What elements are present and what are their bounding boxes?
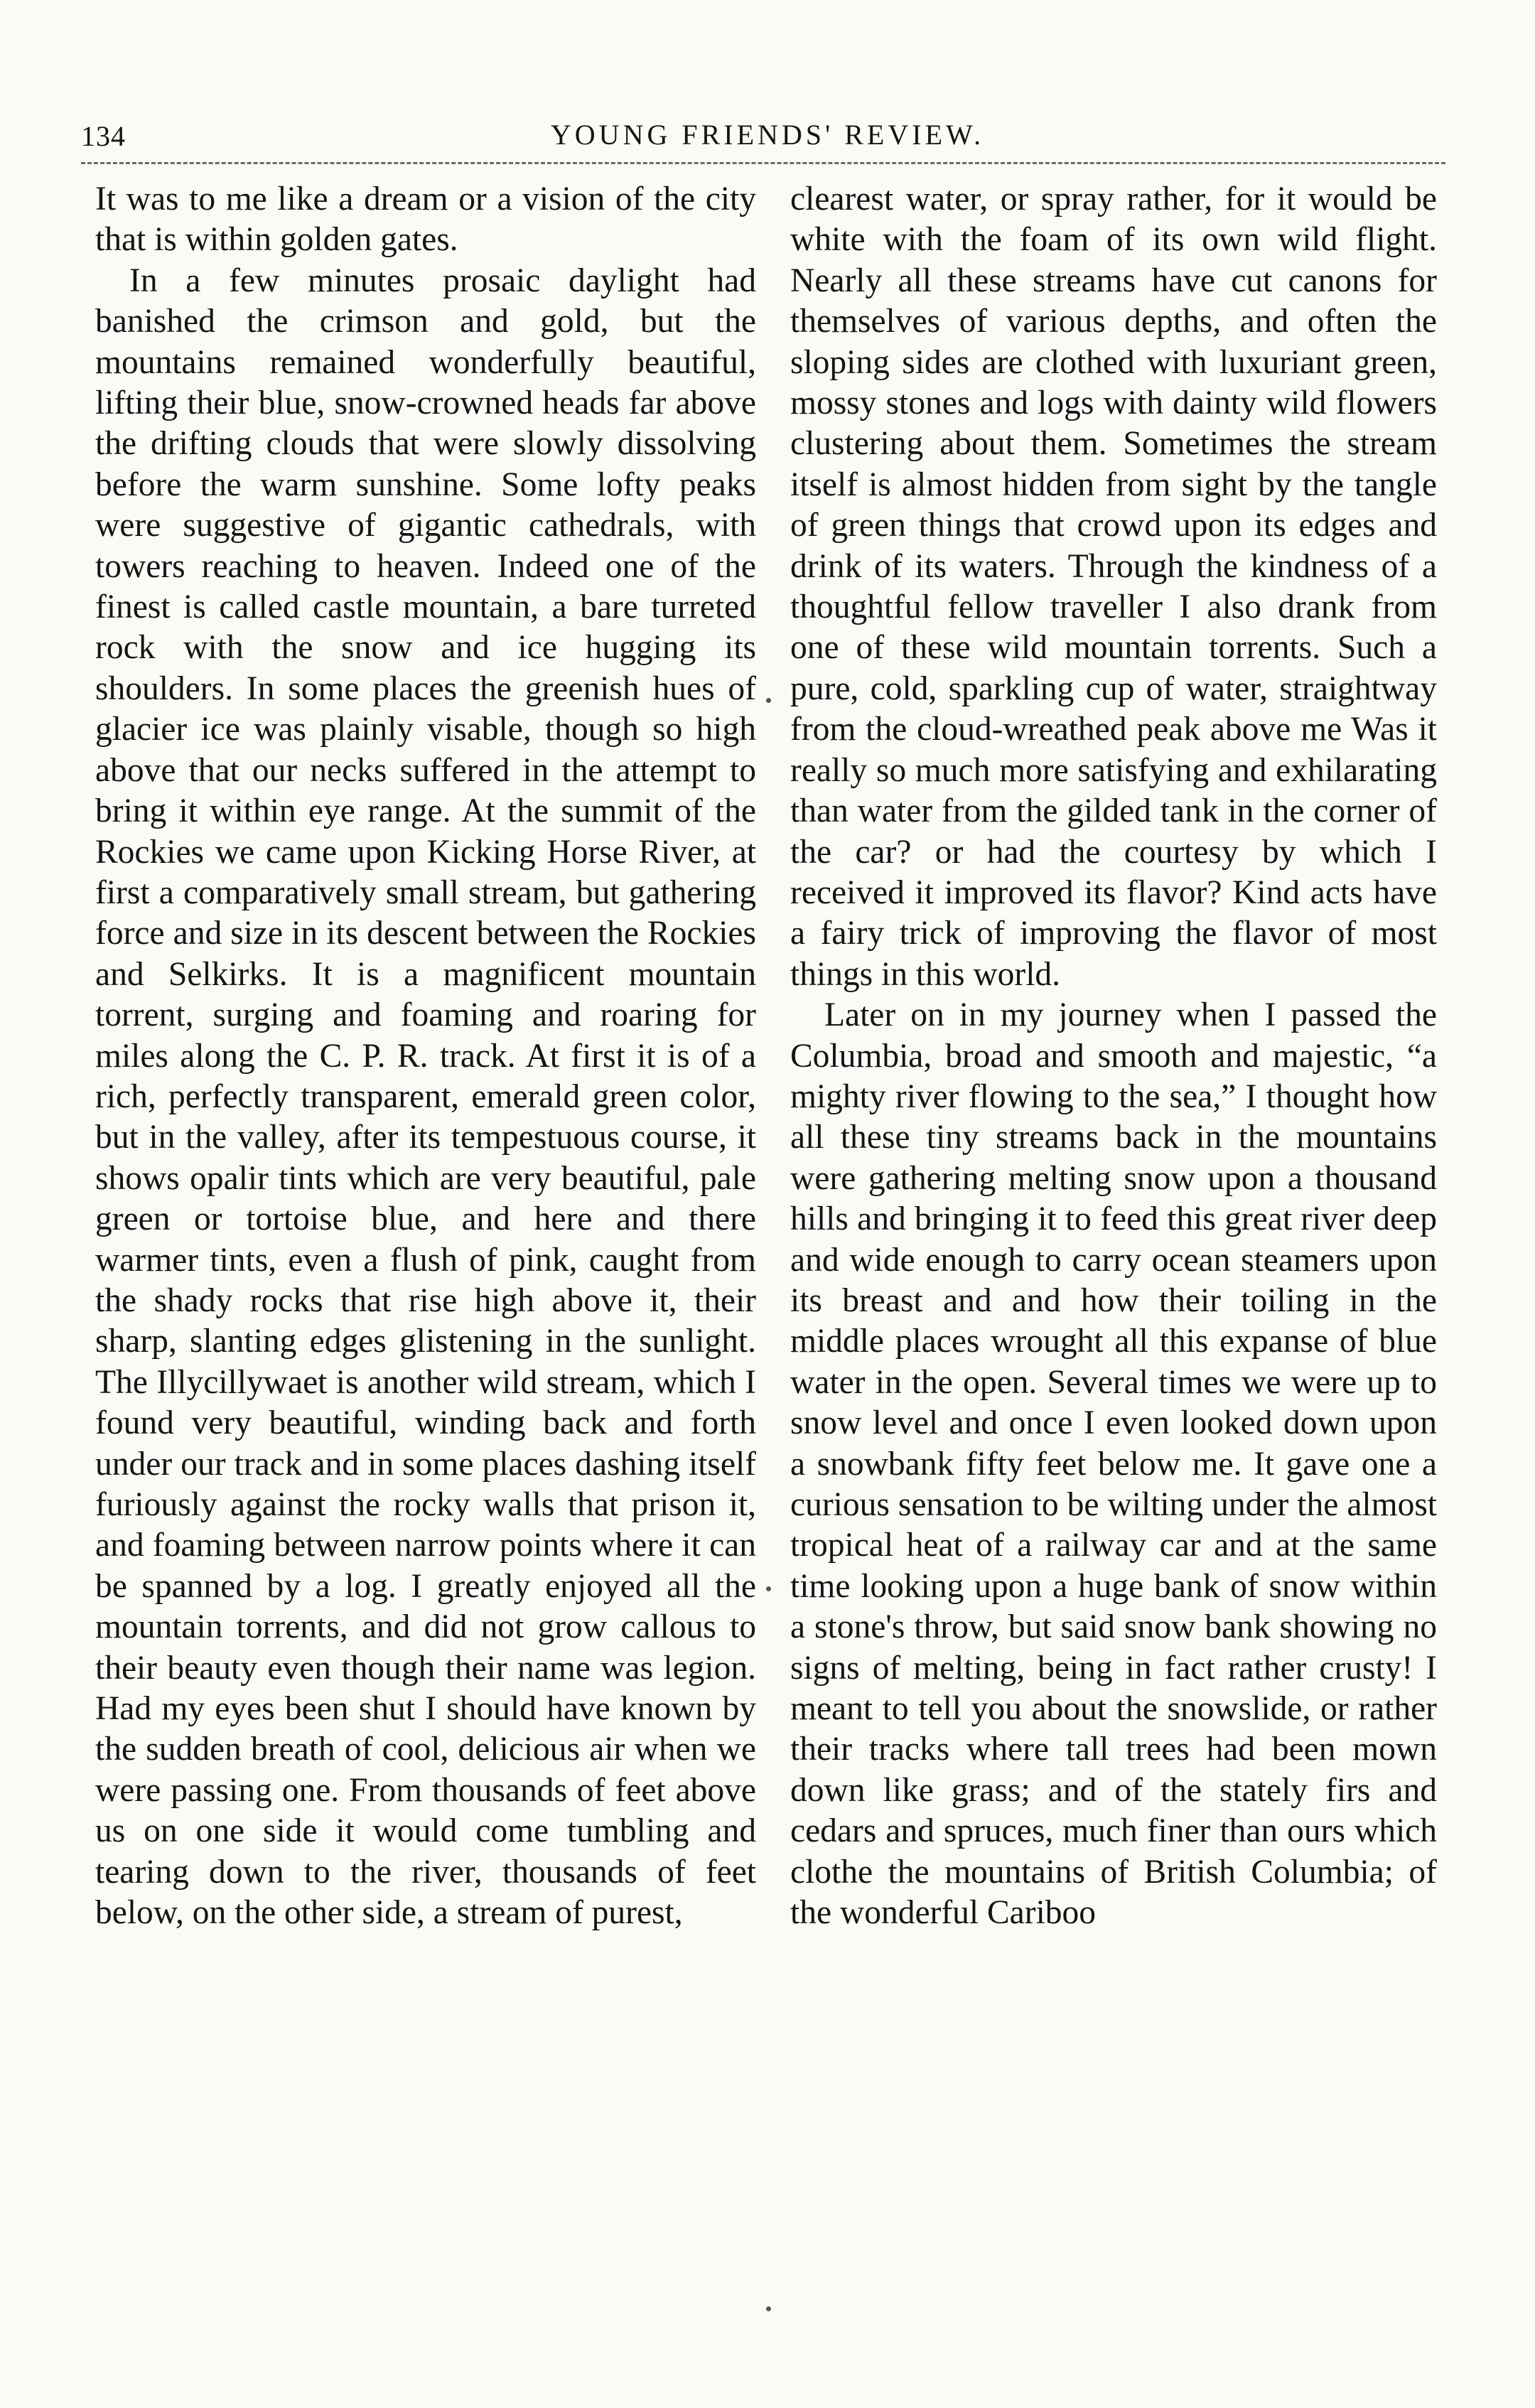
print-speck (766, 698, 771, 703)
running-title: YOUNG FRIENDS' REVIEW. (550, 119, 985, 151)
print-speck (766, 1586, 771, 1591)
left-column (95, 179, 756, 1933)
right-paragraph-2: Later on in my journey when I passed the Columbia, broad and smooth and majestic, “a mighty river flowing to the sea,” I thought how all these tiny streams back in the mountains were gathering melting snow upon a thousand hills and bringing it to feed this great river deep and wide enough to carry ocean steamers upon its breast and and how their toiling in the middle places wrought all this expanse of blue water in the open. Several times we were up to snow level and once I even looked down upon a snowbank fifty feet below me. It gave one a curious sensation to be wilting under the almost tropical heat of a railway car and at the same time looking upon a huge bank of snow within a stone's throw, but said snow bank showing no signs of melting, being in fact rather crusty! I meant to tell you about the snowslide, or rather their tracks where tall trees had been mown down like grass; and of the stately firs and cedars and spruces, much finer than ours which clothe the mountains of British Columbia; of the wonderful Cariboo (790, 996, 1437, 1932)
left-paragraph-1: It was to me like a dream or a vision of the city that is within golden gates. (95, 181, 756, 259)
header-rule (81, 162, 1445, 164)
right-column (790, 179, 1437, 1933)
print-speck (766, 2306, 771, 2311)
left-paragraph-2: In a few minutes prosaic daylight had banished the crimson and gold, but the mountains remained wonderfully beautiful, lifting their blue, snow-crowned heads far above the drifting clouds that were slowly dissolving before the warm sunshine. Some lofty peaks were suggestive of gigantic cathedrals, with towers reaching to heaven. Indeed one of the finest is called castle mountain, a bare turreted rock with the snow and ice hugging its shoulders. In some places the greenish hues of glacier ice was plainly visable, though so high above that our necks suffered in the attempt to bring it within eye range. At the summit of the Rockies we came upon Kicking Horse River, at first a comparatively small stream, but gathering force and size in its descent between the Rockies and Selkirks. It is a magnificent mountain torrent, surging and foaming and roaring for miles along the C. P. R. track. At first it is of a rich, perfectly transparent, emerald green color, but in the valley, after its tempestuous course, it shows opalir tints which are very beautiful, pale green or tortoise blue, and here and there warmer tints, even a flush of pink, caught from the shady rocks that rise high above it, their sharp, slanting edges glistening in the sunlight. The Illycillywaet is another wild stream, which I found very beautiful, winding back and forth under our track and in some places dashing itself furiously against the rocky walls that prison it, and foaming between narrow points where it can be spanned by a log. I greatly enjoyed all the mountain torrents, and did not grow callous to their beauty even though their name was legion. Had my eyes been shut I should have known by the sudden breath of cool, delicious air when we were passing one. From thousands of feet above us on one side it would come tumbling and tearing down to the river, thousands of feet below, on the other side, a stream of purest, (95, 262, 756, 1932)
page-number: 134 (81, 120, 126, 152)
right-paragraph-1: clearest water, or spray rather, for it would be white with the foam of its own wild flight. Nearly all these streams have cut canons for themselves of various depths, and often the sloping sides are clothed with luxuriant green, mossy stones and logs with dainty wild flowers clustering about them. Sometimes the stream itself is almost hidden from sight by the tangle of green things that crowd upon its edges and drink of its waters. Through the kindness of a thoughtful fellow traveller I also drank from one of these wild mountain torrents. Such a pure, cold, sparkling cup of water, straightway from the cloud-wreathed peak above me Was it really so much more satisfying and exhilarating than water from the gilded tank in the corner of the car? or had the courtesy by which I received it improved its flavor? Kind acts have a fairy trick of improving the flavor of most things in this world. (790, 181, 1437, 993)
